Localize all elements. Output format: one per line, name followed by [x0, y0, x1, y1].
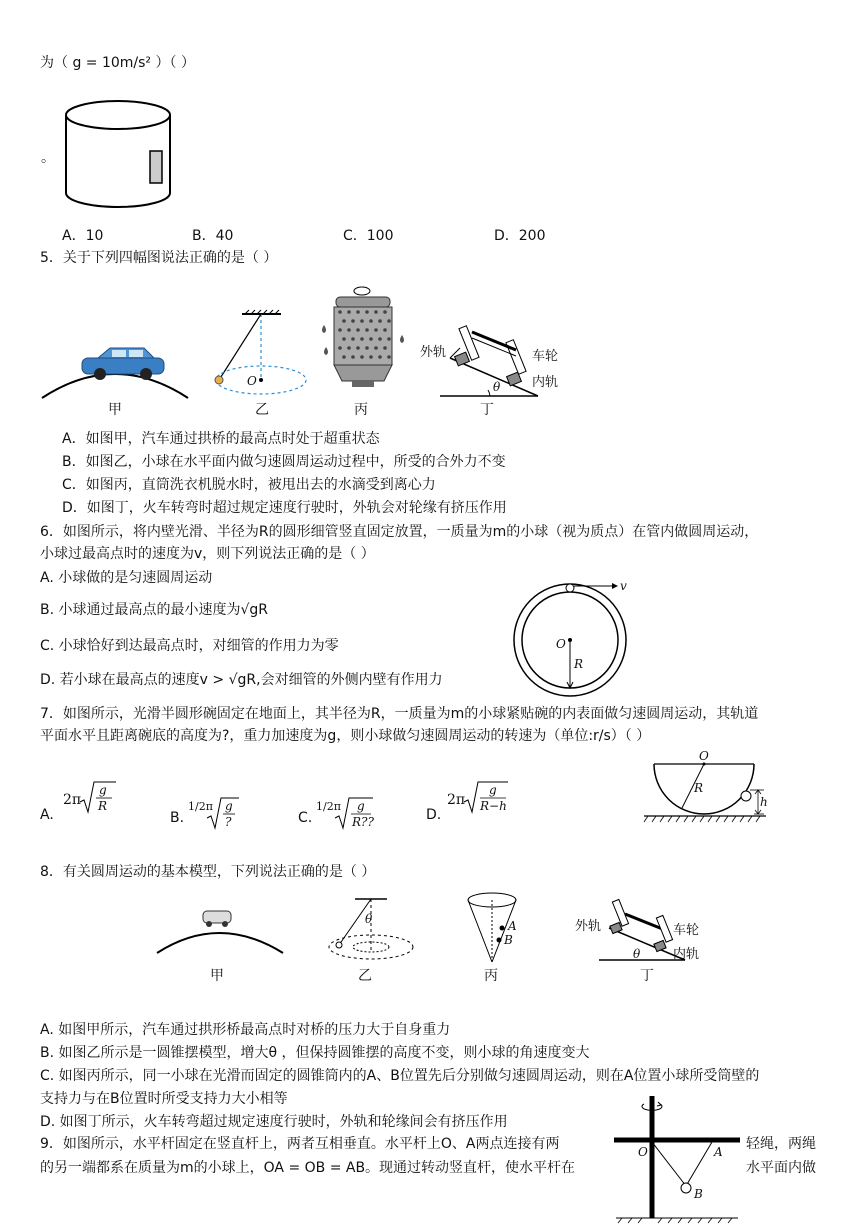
q7-option-c-letter[interactable]: C.	[298, 810, 313, 826]
q7-stem-line2: 平面水平且距离碗底的高度为?，重力加速度为g，则小球做匀速圆周运动的转速为（单位:r/s）（ ）	[40, 728, 651, 744]
q7-fig-r: R	[694, 781, 704, 795]
q9-fig-o: O	[638, 1145, 648, 1159]
q5-option-c[interactable]: C．如图丙，直筒洗衣机脱水时，被甩出去的水滴受到离心力	[62, 477, 436, 493]
q8-label-bing: 丙	[484, 968, 498, 984]
drum-hole	[383, 310, 387, 314]
q6-velocity-label: v	[620, 579, 627, 593]
q9-line1-right: 轻绳，两绳	[746, 1136, 816, 1152]
q7-option-a-den: R	[98, 799, 108, 813]
drum-hole	[356, 310, 360, 314]
drum-hole	[338, 328, 342, 332]
q7-option-c-root	[333, 796, 377, 832]
q7-option-b-root	[205, 796, 241, 832]
q7-option-a-letter[interactable]: A.	[40, 807, 54, 823]
q5-label-ding: 丁	[480, 402, 494, 418]
q9-rod-figure	[612, 1094, 742, 1224]
drum-hole	[342, 319, 346, 323]
q5-fig-rail-slope	[420, 318, 570, 398]
q7-option-d-letter[interactable]: D.	[426, 807, 442, 823]
q6-option-b[interactable]: B. 小球通过最高点的最小速度为√gR	[40, 602, 269, 618]
drum-hole	[369, 337, 373, 341]
q7-option-c-num: g	[357, 799, 365, 813]
drum-hole	[347, 310, 351, 314]
q7-stem-line1: 7．如图所示，光滑半圆形碗固定在地面上，其半径为R，一质量为m的小球紧贴碗的内表面做匀速圆周运动，其轨道	[40, 706, 759, 722]
q4-option-b[interactable]: B．40	[192, 228, 234, 244]
q8-option-c[interactable]: C. 如图丙所示，同一小球在光滑而固定的圆锥筒内的A、B位置先后分别做匀速圆周运动，则在A位置小球所受筒壁的	[40, 1068, 760, 1084]
drum-hole	[374, 328, 378, 332]
q8-fig-car-bridge	[155, 905, 285, 955]
drum-hole	[360, 319, 364, 323]
q5-fig-pendulum	[205, 310, 315, 410]
q7-option-d-den: R−h	[480, 799, 507, 813]
q7-option-d-num: g	[489, 783, 497, 797]
q7-fig-o: O	[699, 749, 709, 763]
drum-hole	[351, 319, 355, 323]
drum-hole	[365, 346, 369, 350]
q4-stem-tail: 为（ g = 10m/s² ）（ ）	[40, 55, 195, 71]
drum-hole	[347, 346, 351, 350]
q8-cone-b: B	[504, 933, 513, 947]
q8-label-jia: 甲	[210, 968, 224, 984]
q8-theta-ding: θ	[633, 947, 641, 961]
q5-option-d[interactable]: D．如图丁，火车转弯时超过规定速度行驶时，外轨会对轮缘有挤压作用	[62, 500, 507, 516]
drum-hole	[383, 328, 387, 332]
q6-radius-label: R	[574, 657, 584, 671]
q7-option-a-num: g	[99, 783, 107, 797]
q9-line2-left: 的另一端都系在质量为m的小球上，OA = OB = AB。现通过转动竖直杆，使水平杆在	[40, 1160, 576, 1176]
q7-bowl-figure	[642, 749, 772, 827]
q8-fig-cone	[466, 890, 526, 970]
drum-hole	[387, 355, 391, 359]
q9-line2-right: 水平面内做	[746, 1160, 816, 1176]
q9-fig-b: B	[694, 1187, 703, 1201]
drum-hole	[360, 337, 364, 341]
q5-inner-rail-label: 内轨	[532, 375, 559, 390]
q8-option-b[interactable]: B. 如图乙所示是一圆锥摆模型，增大θ ，但保持圆锥摆的高度不变，则小球的角速度变大	[40, 1045, 590, 1061]
q5-outer-rail-label: 外轨	[420, 345, 447, 360]
q5-stem: 5．关于下列四幅图说法正确的是（ ）	[40, 250, 278, 266]
q8-option-d[interactable]: D. 如图丁所示，火车转弯超过规定速度行驶时，外轨和轮缘间会有挤压作用	[40, 1114, 508, 1130]
drum-hole	[374, 310, 378, 314]
q5-label-jia: 甲	[108, 402, 122, 418]
q7-option-c-coef: 1/2π	[316, 800, 341, 813]
q6-stem-line2: 小球过最高点时的速度为v，则下列说法正确的是（ ）	[40, 546, 375, 562]
q5-pendulum-o: O	[247, 374, 257, 388]
q7-option-a-root	[78, 780, 118, 816]
q6-option-d[interactable]: D. 若小球在最高点的速度v > √gR,会对细管的外侧内壁有作用力	[40, 672, 443, 688]
q8-label-ding: 丁	[640, 968, 654, 984]
q6-center-label: O	[556, 637, 566, 651]
q7-fig-h: h	[760, 795, 768, 809]
drum-hole	[365, 328, 369, 332]
q8-cone-a: A	[508, 919, 517, 933]
drum-hole	[342, 337, 346, 341]
drum-hole	[378, 337, 382, 341]
q4-cylinder-figure	[60, 95, 180, 220]
q7-option-b-letter[interactable]: B.	[170, 810, 185, 826]
drum-hole	[387, 337, 391, 341]
q8-inner-rail: 内轨	[673, 947, 700, 962]
q8-option-a[interactable]: A. 如图甲所示，汽车通过拱形桥最高点时对桥的压力大于自身重力	[40, 1022, 451, 1038]
q4-dot: 。	[41, 150, 55, 166]
q7-option-b-num: g	[225, 799, 233, 813]
q5-fig-washer-drum	[318, 285, 408, 395]
drum-hole	[356, 328, 360, 332]
q5-fig-car-bridge	[40, 330, 190, 400]
drum-hole	[356, 346, 360, 350]
drum-hole	[338, 310, 342, 314]
q7-option-a-coef: 2π	[63, 792, 82, 808]
q5-label-yi: 乙	[255, 402, 269, 418]
q8-stem: 8．有关圆周运动的基本模型，下列说法正确的是（ ）	[40, 864, 376, 880]
q5-label-bing: 丙	[354, 402, 368, 418]
q6-option-c[interactable]: C. 小球恰好到达最高点时，对细管的作用力为零	[40, 638, 339, 654]
drum-hole	[338, 346, 342, 350]
q6-stem-line1: 6．如图所示，将内壁光滑、半径为R的圆形细管竖直固定放置，一质量为m的小球（视为质点）在管内做圆周运动，	[40, 524, 759, 540]
q7-option-b-den: ?	[225, 815, 232, 829]
q5-theta-label: θ	[493, 380, 501, 394]
q8-theta-yi: θ	[365, 912, 373, 926]
q6-ring-tube-figure	[512, 579, 652, 702]
q7-option-d-root	[462, 780, 512, 816]
q8-label-yi: 乙	[358, 968, 372, 984]
drum-hole	[360, 355, 364, 359]
drum-hole	[369, 319, 373, 323]
drum-hole	[387, 319, 391, 323]
q8-fig-conical-pendulum	[325, 895, 425, 965]
q4-option-a[interactable]: A．10	[62, 228, 104, 244]
drum-hole	[351, 355, 355, 359]
drum-hole	[347, 328, 351, 332]
q9-line1-left: 9．如图所示，水平杆固定在竖直杆上，两者互相垂直。水平杆上O、A两点连接有两	[40, 1136, 560, 1152]
q8-wheel: 车轮	[673, 923, 700, 938]
q8-fig-rail	[575, 900, 715, 966]
drum-hole	[369, 355, 373, 359]
q5-option-a[interactable]: A．如图甲，汽车通过拱桥的最高点时处于超重状态	[62, 431, 380, 447]
q8-outer-rail: 外轨	[575, 919, 602, 934]
q7-option-b-coef: 1/2π	[188, 800, 213, 813]
drum-hole	[351, 337, 355, 341]
q4-option-d[interactable]: D．200	[494, 228, 546, 244]
drum-hole	[365, 310, 369, 314]
drum-hole	[378, 319, 382, 323]
drum-hole	[374, 346, 378, 350]
q4-option-c[interactable]: C．100	[343, 228, 394, 244]
q6-option-a[interactable]: A. 小球做的是匀速圆周运动	[40, 570, 213, 586]
q5-wheel-label: 车轮	[532, 349, 559, 364]
q9-fig-a: A	[714, 1145, 723, 1159]
drum-hole	[342, 355, 346, 359]
drum-hole	[383, 346, 387, 350]
drum-hole	[378, 355, 382, 359]
q8-option-c-cont: 支持力与在B位置时所受支持力大小相等	[40, 1091, 288, 1107]
q5-option-b[interactable]: B．如图乙，小球在水平面内做匀速圆周运动过程中，所受的合外力不变	[62, 454, 506, 470]
q7-option-c-den: R??	[352, 815, 374, 829]
q7-option-d-coef: 2π	[447, 792, 466, 808]
